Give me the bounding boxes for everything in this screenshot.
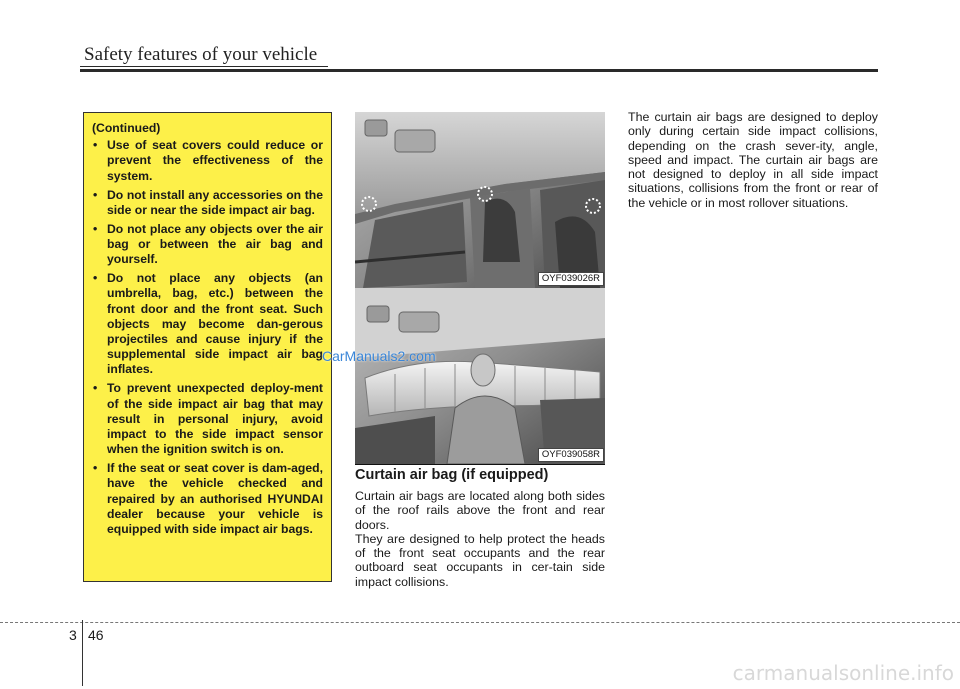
site-watermark: CarManuals2.com <box>322 348 436 364</box>
figure-code-label: OYF039026R <box>538 272 604 286</box>
chapter-number: 3 <box>69 627 77 643</box>
section-body <box>355 489 605 589</box>
section-paragraph: Curtain air bags are located along both sides of the roof rails above the front and rear doors. <box>355 489 605 532</box>
warning-list <box>92 138 323 537</box>
curtain-airbag-deployed-photo <box>355 288 605 465</box>
car-interior-deployed-illustration <box>355 288 605 464</box>
page-number: 46 <box>88 627 104 643</box>
warning-item: • Do not place any objects (an umbrella, bag, etc.) between the front door and the front seat. Such objects may become dan-gerous projectiles and cause injury if the supplemental side impact air bag inflates. <box>92 271 323 377</box>
warning-item: • If the seat or seat cover is dam-aged, have the vehicle checked and repaired by an authorised HYUNDAI dealer because your vehicle is equipped with side impact air bags. <box>92 461 323 537</box>
warning-box <box>83 112 332 582</box>
curtain-airbag-location-photo <box>355 112 605 289</box>
right-column-text: The curtain air bags are designed to deploy only during certain side impact collisions, depending on the crash sever-ity, angle, speed and impact. The curtain air bags are not designed to deploy in all side impact situations, collisions from the front or rear of the vehicle or in most rollover situations. <box>628 110 878 210</box>
warning-continued-label: (Continued) <box>92 121 161 135</box>
warning-item: • Do not install any accessories on the side or near the side impact air bag. <box>92 188 323 218</box>
footer-site-watermark: carmanualsonline.info <box>732 661 954 685</box>
warning-item: • Do not place any objects over the air bag or between the air bag and yourself. <box>92 222 323 268</box>
section-paragraph: They are designed to help protect the heads of the front seat occupants and the rear outboard seat occupants in cer-tain side impact collisions. <box>355 531 605 589</box>
warning-item: • To prevent unexpected deploy-ment of the side impact air bag that may result in personal injury, avoid impact to the side impact sensor when the ignition switch is on. <box>92 381 323 457</box>
car-interior-illustration <box>355 112 605 288</box>
page-header-title: Safety features of your vehicle <box>84 44 318 65</box>
header-rule <box>80 69 878 72</box>
figure-code-label: OYF039058R <box>538 448 604 462</box>
footer-vertical-line <box>82 620 83 686</box>
warning-item: • Use of seat covers could reduce or prevent the effectiveness of the system. <box>92 138 323 184</box>
header-underline <box>80 66 328 67</box>
section-heading: Curtain air bag (if equipped) <box>355 467 549 483</box>
footer-divider <box>0 622 960 623</box>
